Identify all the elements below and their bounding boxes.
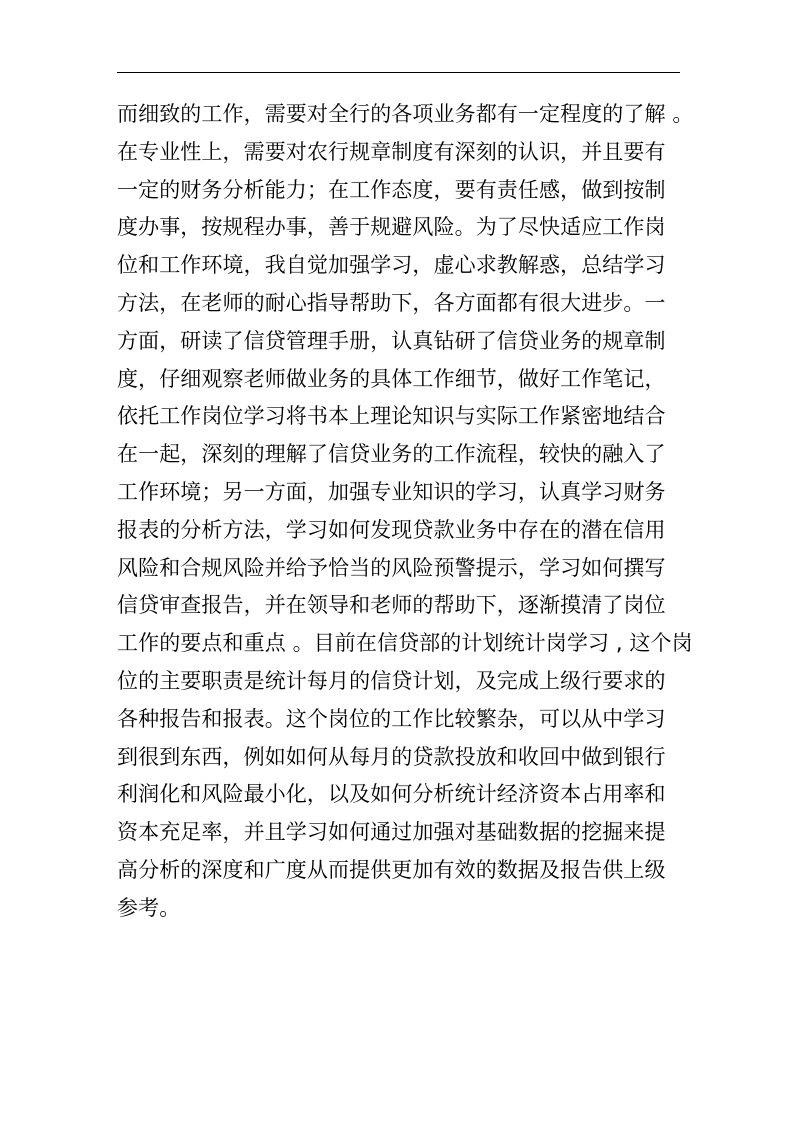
text-line: 资本充足率，并且学习如何通过加强对基础数据的挖掘来提 <box>117 820 666 845</box>
text-line: 在一起，深刻的理解了信贷业务的工作流程，较快的融入了 <box>117 442 666 467</box>
text-line: 利润化和风险最小化，以及如何分析统计经济资本占用率和 <box>117 782 666 807</box>
text-line: 参考。 <box>117 895 181 920</box>
text-line: 工作的要点和重点 。目前在信贷部的计划统计岗学习 , 这个岗 <box>117 631 693 656</box>
text-line: 各种报告和报表。这个岗位的工作比较繁杂，可以从中学习 <box>117 706 666 731</box>
text-line: 度办事，按规程办事，善于规避风险。为了尽快适应工作岗 <box>117 215 666 240</box>
text-line: 信贷审查报告，并在领导和老师的帮助下，逐渐摸清了岗位 <box>117 593 666 618</box>
text-line: 度，仔细观察老师做业务的具体工作细节，做好工作笔记， <box>117 366 666 391</box>
text-line: 方面，研读了信贷管理手册，认真钻研了信贷业务的规章制 <box>117 328 666 353</box>
text-line: 一定的财务分析能力；在工作态度，要有责任感，做到按制 <box>117 177 666 202</box>
text-line: 位的主要职责是统计每月的信贷计划，及完成上级行要求的 <box>117 668 666 693</box>
text-line: 位和工作环境，我自觉加强学习，虚心求教解惑，总结学习 <box>117 253 666 278</box>
text-line: 报表的分析方法，学习如何发现贷款业务中存在的潜在信用 <box>117 517 666 542</box>
text-line: 风险和合规风险并给予恰当的风险预警提示，学习如何撰写 <box>117 555 666 580</box>
text-line: 高分析的深度和广度从而提供更加有效的数据及报告供上级 <box>117 857 666 882</box>
header-rule <box>117 72 680 73</box>
text-line: 在专业性上，需要对农行规章制度有深刻的认识，并且要有 <box>117 139 666 164</box>
text-line: 依托工作岗位学习将书本上理论知识与实际工作紧密地结合 <box>117 404 666 429</box>
text-line: 到很到东西，例如如何从每月的贷款投放和收回中做到银行 <box>117 744 666 769</box>
text-line: 工作环境；另一方面，加强专业知识的学习，认真学习财务 <box>117 479 666 504</box>
text-line: 方法，在老师的耐心指导帮助下，各方面都有很大进步。一 <box>117 290 666 315</box>
text-line: 而细致的工作，需要对全行的各项业务都有一定程度的了解 。 <box>117 102 694 126</box>
body-text <box>117 96 694 928</box>
